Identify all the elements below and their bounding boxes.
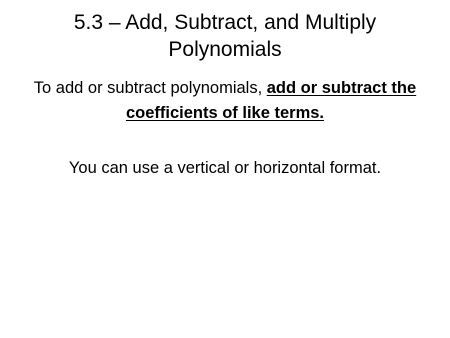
rule-emphasis-text: add or subtract the coefficients of like terms.: [125, 79, 417, 122]
rule-lead-text: To add or subtract polynomials,: [33, 79, 267, 97]
format-paragraph: You can use a vertical or horizontal format.: [68, 159, 382, 177]
slide-title: 5.3 – Add, Subtract, and Multiply Polynomials: [73, 11, 377, 61]
rule-paragraph: [22, 76, 428, 126]
